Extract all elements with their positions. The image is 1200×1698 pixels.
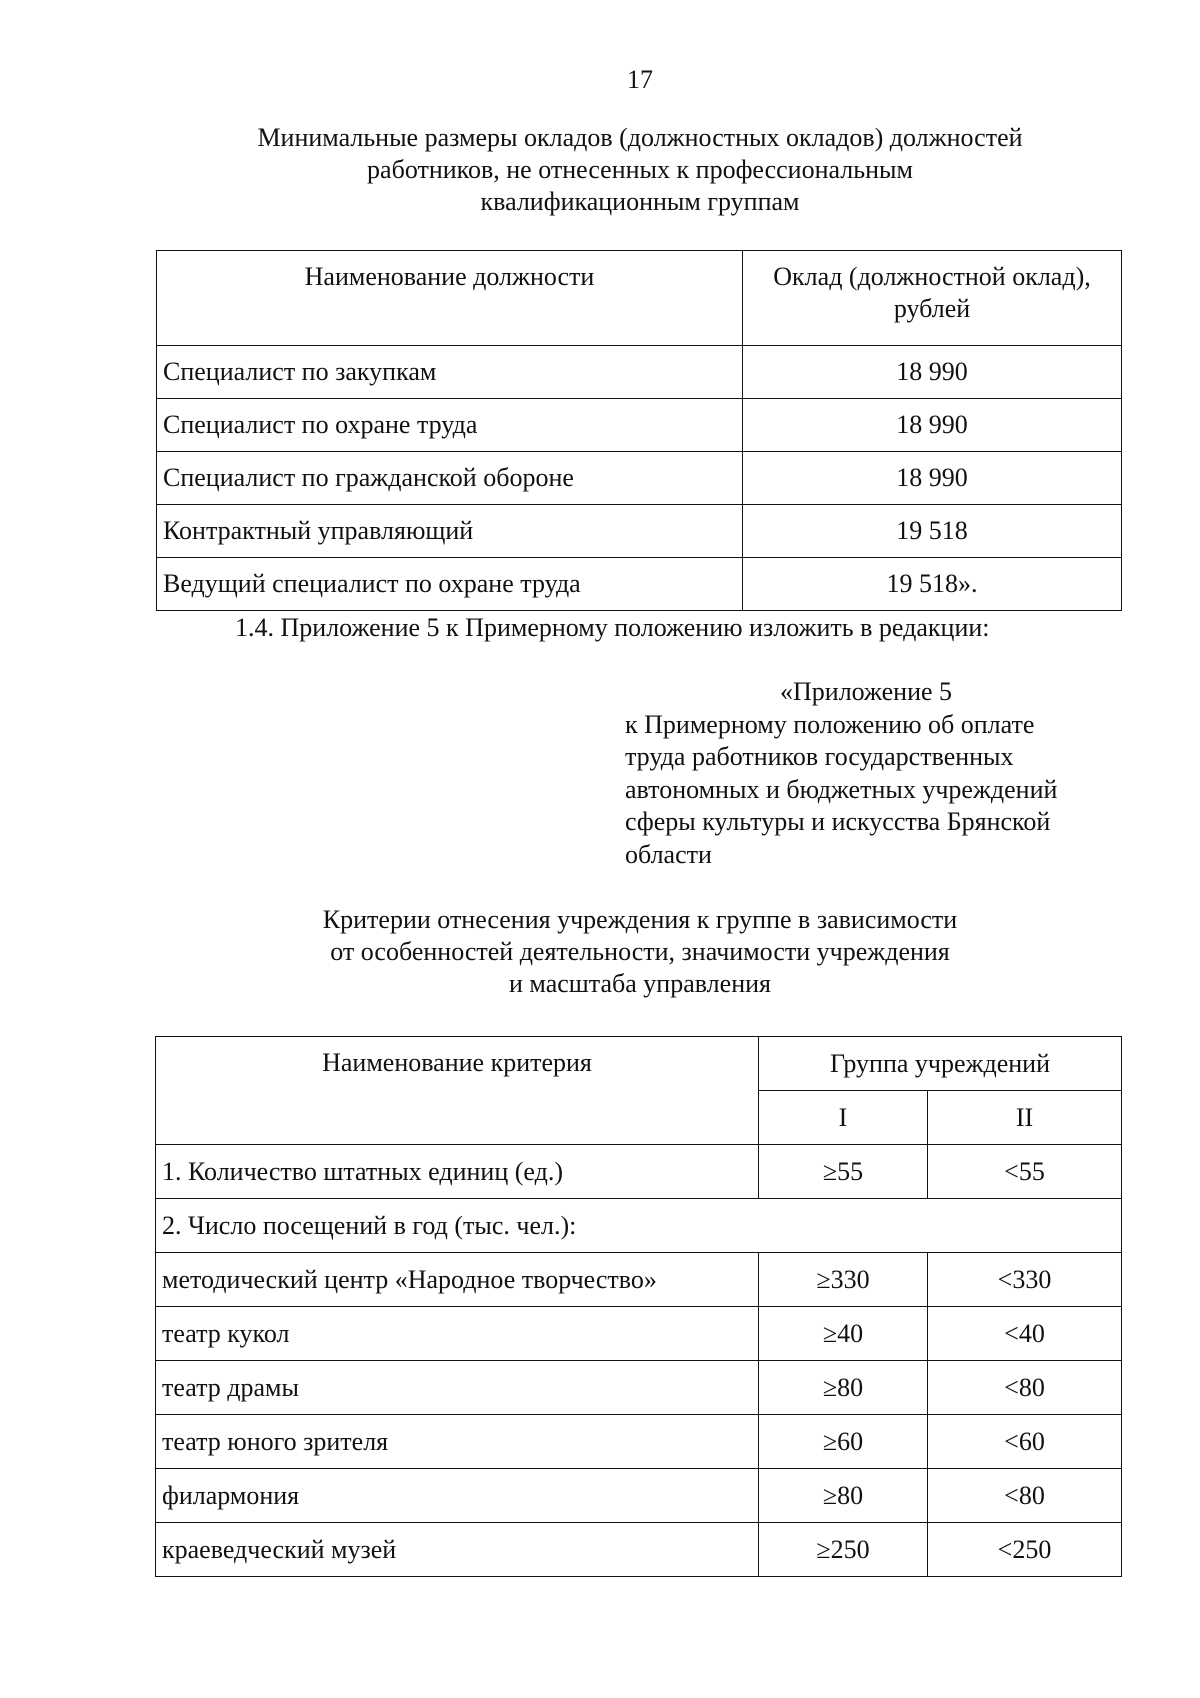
header-salary-line: рублей bbox=[893, 294, 971, 323]
header-group-i: I bbox=[759, 1091, 928, 1145]
criterion-name: методический центр «Народное творчество» bbox=[156, 1253, 759, 1307]
position-name: Специалист по охране труда bbox=[157, 399, 743, 452]
criterion-name: краеведческий музей bbox=[156, 1523, 759, 1577]
table-row bbox=[156, 1469, 1122, 1523]
salary-heading-line: Минимальные размеры окладов (должностных окладов) должностей bbox=[257, 123, 1023, 152]
criterion-name: театр драмы bbox=[156, 1361, 759, 1415]
appendix-line: к Примерному положению об оплате bbox=[625, 709, 1035, 739]
group-i-value: ≥250 bbox=[759, 1523, 928, 1577]
group-i-value: ≥80 bbox=[759, 1469, 928, 1523]
criterion-section: 2. Число посещений в год (тыс. чел.): bbox=[156, 1199, 1122, 1253]
criterion-name: филармония bbox=[156, 1469, 759, 1523]
group-ii-value: <40 bbox=[928, 1307, 1122, 1361]
group-ii-value: <330 bbox=[928, 1253, 1122, 1307]
table-header-row bbox=[157, 251, 1122, 346]
header-criterion: Наименование критерия bbox=[156, 1037, 759, 1145]
group-i-value: ≥60 bbox=[759, 1415, 928, 1469]
position-name: Контрактный управляющий bbox=[157, 505, 743, 558]
group-i-value: ≥330 bbox=[759, 1253, 928, 1307]
amendment-paragraph: 1.4. Приложение 5 к Примерному положению изложить в редакции: bbox=[235, 613, 990, 642]
criteria-heading-line: от особенностей деятельности, значимости учреждения bbox=[330, 937, 950, 966]
table-row bbox=[156, 1361, 1122, 1415]
header-salary bbox=[743, 251, 1122, 346]
table-row bbox=[156, 1307, 1122, 1361]
group-i-value: ≥80 bbox=[759, 1361, 928, 1415]
group-ii-value: <80 bbox=[928, 1361, 1122, 1415]
criteria-heading-line: Критерии отнесения учреждения к группе в зависимости bbox=[322, 905, 958, 934]
salary-heading-line: работников, не отнесенных к профессиональным bbox=[367, 155, 913, 184]
criterion-name: 1. Количество штатных единиц (ед.) bbox=[156, 1145, 759, 1199]
position-name: Специалист по закупкам bbox=[157, 346, 743, 399]
appendix-line: сферы культуры и искусства Брянской bbox=[625, 807, 1051, 836]
table-row bbox=[156, 1199, 1122, 1253]
group-ii-value: <55 bbox=[928, 1145, 1122, 1199]
criterion-name: театр юного зрителя bbox=[156, 1415, 759, 1469]
group-i-value: ≥55 bbox=[759, 1145, 928, 1199]
position-name: Ведущий специалист по охране труда bbox=[157, 558, 743, 611]
table-row bbox=[156, 1145, 1122, 1199]
appendix-line: области bbox=[625, 839, 712, 869]
salary-heading bbox=[0, 122, 1200, 218]
criteria-heading-line: и масштаба управления bbox=[509, 969, 771, 998]
page-number: 17 bbox=[627, 65, 653, 94]
salary-table bbox=[156, 250, 1122, 611]
position-name: Специалист по гражданской обороне bbox=[157, 452, 743, 505]
table-row bbox=[157, 558, 1122, 611]
header-salary-line: Оклад (должностной оклад), bbox=[773, 262, 1091, 291]
table-row bbox=[156, 1253, 1122, 1307]
header-group: Группа учреждений bbox=[759, 1037, 1122, 1091]
appendix-reference bbox=[625, 676, 1057, 871]
criteria-table bbox=[155, 1036, 1122, 1577]
appendix-line: труда работников государственных bbox=[625, 742, 1014, 771]
appendix-line: «Приложение 5 bbox=[780, 677, 953, 706]
criterion-name: театр кукол bbox=[156, 1307, 759, 1361]
group-i-value: ≥40 bbox=[759, 1307, 928, 1361]
salary-heading-line: квалификационным группам bbox=[480, 187, 800, 216]
salary-value: 18 990 bbox=[743, 452, 1122, 505]
table-row bbox=[157, 452, 1122, 505]
table-row bbox=[157, 399, 1122, 452]
group-ii-value: <60 bbox=[928, 1415, 1122, 1469]
table-header-row bbox=[156, 1037, 1122, 1091]
appendix-line: автономных и бюджетных учреждений bbox=[625, 774, 1058, 804]
salary-value: 19 518». bbox=[743, 558, 1122, 611]
salary-value: 18 990 bbox=[743, 399, 1122, 452]
table-row bbox=[157, 346, 1122, 399]
table-row bbox=[157, 505, 1122, 558]
header-group-ii: II bbox=[928, 1091, 1122, 1145]
group-ii-value: <80 bbox=[928, 1469, 1122, 1523]
header-position: Наименование должности bbox=[157, 251, 743, 346]
table-row bbox=[156, 1415, 1122, 1469]
table-row bbox=[156, 1523, 1122, 1577]
salary-value: 19 518 bbox=[743, 505, 1122, 558]
salary-value: 18 990 bbox=[743, 346, 1122, 399]
criteria-heading bbox=[0, 904, 1200, 1000]
group-ii-value: <250 bbox=[928, 1523, 1122, 1577]
